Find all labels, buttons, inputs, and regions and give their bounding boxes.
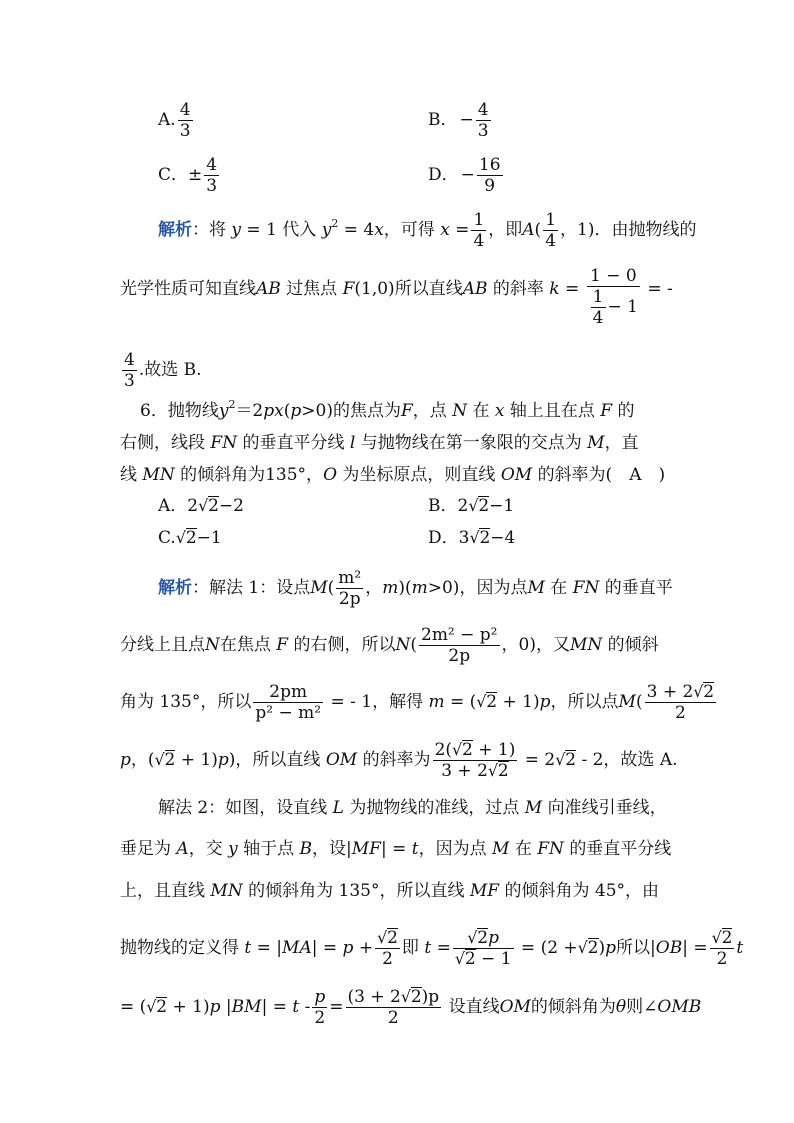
- q5-solution-line-3: $\frac{4}{3}$ .故选 B.: [124, 350, 202, 391]
- option-d: D． − $\frac{16}{9}$: [428, 155, 501, 196]
- q6-sol1-line-3: 角为 135°，所以 $\frac{2pm}{\text{p² − m²}}$ = - 1，解得 m = (√ 2 + 1)p，所以点M( $\frac{3 + 2√ 2}{2}$: [120, 682, 718, 723]
- option-b: B． − $\frac{4}{3}$: [428, 100, 489, 141]
- q6-sol2-line-3: 上，且直线 MN 的倾斜角为 135°，所以直线 MF 的倾斜角为 45°，由: [120, 881, 660, 901]
- q6-option-d: D．3√ 2−4: [428, 527, 515, 549]
- q6-option-a: A．2√ 2−2: [158, 495, 244, 517]
- q6-sol2-line-2: 垂足为 A，交 y 轴于点 B，设|MF| = t，因为点 M 在 FN 的垂直平分线: [120, 839, 672, 859]
- q6-stem-line-3: 线 MN 的倾斜角为135°，O 为坐标原点，则直线 OM 的斜率为( A ): [120, 465, 666, 485]
- q6-option-c: C.√ 2−1: [158, 527, 222, 549]
- q6-sol1-line-1: 解析：解法 1：设点M( $\frac{\text{m²}}{2p}$ ，m)(m>0)，因为点M 在 FN 的垂直平: [158, 568, 673, 609]
- option-c: C．± $\frac{4}{3}$: [158, 155, 218, 196]
- q6-sol1-line-4: p，(√ 2 + 1)p)，所以直线 OM 的斜率为 $\frac{2(√ 2 + 1)}{3 + 2√ 2}$ = 2√ 2 - 2，故选 A.: [120, 740, 678, 781]
- q6-sol2-line-1: 解法 2：如图，设直线 L 为抛物线的准线，过点 M 向准线引垂线，: [158, 798, 667, 818]
- q5-solution-line-1: 解析：将 y = 1 代入 $y^2 = 4x$，可得 x = $\frac{1}{4}$ ，即A( $\frac{1}{4}$ ，1)．由抛物线的: [158, 210, 697, 251]
- q6-stem-line-1: 6．抛物线$y^2=2px(p>0)$的焦点为F，点 N 在 x 轴上且在点 F 的: [140, 398, 635, 421]
- q6-option-b: B．2√ 2−1: [428, 495, 514, 517]
- option-a: A. $\frac{4}{3}$: [158, 100, 191, 141]
- q6-sol2-line-4: 抛物线的定义得 t = |MA| = p + √ $\frac{2}{2}$ 即 t = √ 2p √ 2 − 1 = (2 +√ 2)p所以|OB| = √ $\frac{2}{2}$ t: [120, 928, 743, 969]
- q5-solution-line-2: 光学性质可知直线AB 过焦点 F(1,0)所以直线AB 的斜率 k = 1 − 0 $\frac{1}{4}$ − 1 = -: [120, 266, 673, 328]
- q6-sol1-line-2: 分线上且点N在焦点 F 的右侧，所以N( $\frac{\text{2m² − p²}}{2p}$ ，0)，又MN 的倾斜: [120, 625, 659, 666]
- q6-sol2-line-5: = (√ 2 + 1)p |BM| = t - $\frac{p}{2}$ = $\frac{(3 + 2√ 2)p}{2}$ 设直线OM的倾斜角为θ则∠OMB: [120, 987, 701, 1028]
- q6-stem-line-2: 右侧，线段 FN 的垂直平分线 l 与抛物线在第一象限的交点为 M，直: [120, 433, 639, 453]
